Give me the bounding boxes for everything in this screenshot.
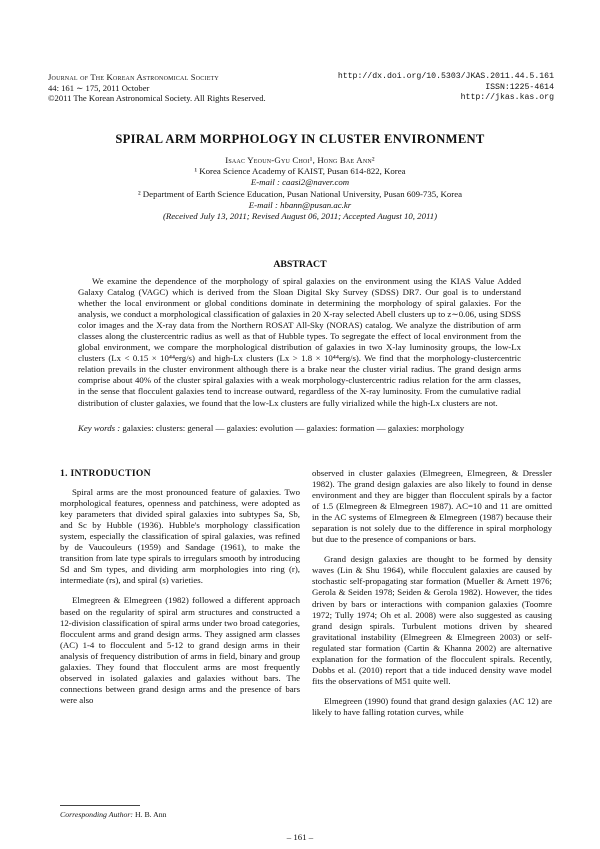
page-number: – 161 – bbox=[286, 832, 314, 842]
copyright-line: ©2011 The Korean Astronomical Society. All Rights Reserved. bbox=[48, 93, 266, 104]
keywords-text: galaxies: clusters: general — galaxies: evolution — galaxies: formation — galaxies: morphology bbox=[120, 423, 465, 433]
footnote-label: Corresponding Author: bbox=[60, 810, 133, 819]
intro-paragraph-4: Grand design galaxies are thought to be formed by density waves (Lin & Shu 1964), while flocculent galaxies are caused by stochastic self-propagating star formation (Mueller & Arnett 1976; Gerola & Seiden 1978; Seiden & Gerola 1982). However, the tides driven by bars or interactions with companion galaxies (Toomre 1972; Tully 1974; Oh et al. 2008) were also suggested as causing grand design spirals. Turbulent motions driven by sheared gravitational instability (Elmegreen & Elmegreen 2003) or self-regulated star formation (Cartin & Khanna 2002) are alternative explanation for the formation of the flocculent spirals. Recently, Dobbs et al. (2010) report that a tide induced density wave model fits the observations of M51 quite well. bbox=[312, 554, 552, 686]
journal-header bbox=[48, 72, 266, 104]
footnote bbox=[60, 810, 167, 819]
footnote-name: H. B. Ann bbox=[133, 810, 167, 819]
keywords-label: Key words : bbox=[78, 423, 121, 433]
paper-title: SPIRAL ARM MORPHOLOGY IN CLUSTER ENVIRONMENT bbox=[115, 132, 485, 146]
journal-links bbox=[338, 72, 554, 104]
abstract-heading: ABSTRACT bbox=[273, 259, 327, 270]
issn: ISSN:1225-4614 bbox=[485, 82, 554, 92]
right-column bbox=[312, 468, 552, 718]
journal-name: Journal of The Korean Astronomical Society bbox=[48, 72, 219, 82]
doi-link[interactable]: http://dx.doi.org/10.5303/JKAS.2011.44.5.161 bbox=[337, 72, 554, 81]
email-1[interactable]: E-mail : caasi2@naver.com bbox=[250, 177, 350, 188]
received-dates: (Received July 13, 2011; Revised August 06, 2011; Accepted August 10, 2011) bbox=[162, 211, 438, 222]
section-heading-introduction: 1. INTRODUCTION bbox=[60, 468, 151, 479]
footnote-rule bbox=[60, 805, 140, 806]
journal-url-link[interactable]: http://jkas.kas.org bbox=[460, 93, 554, 103]
intro-paragraph-3: observed in cluster galaxies (Elmegreen, Elmegreen, & Dressler 1982). The grand design galaxies are also likely to found in dense environment and they are bigger than flocculent spirals by a factor of 1.5 (Elmegreen & Elmegreen 1987). AC=10 and 11 are omitted in the AC systems of Elmegreen & Elmegreen (1987) because their separation is not solely due to the difference in spiral morphology but due to the presence of companions or bars. bbox=[312, 468, 552, 545]
affiliation-2: ² Department of Earth Science Education, Pusan National University, Pusan 609-735, Korea bbox=[137, 188, 463, 199]
keywords bbox=[78, 423, 521, 434]
intro-paragraph-1: Spiral arms are the most pronounced feature of galaxies. Two morphological features, openness and patchiness, were adopted as key parameters that divided spiral galaxies into subtypes Sa, Sb, and Sc by Hubble (1936). Hubble's morphology classification system, especially the classification of spiral galaxies, was refined by de Vaucouleurs (1959) and Sandage (1961), to make the transition from late type spirals to irregulars smooth by introducing Sd and Sm types, and dividing arm morphologies into ring (r), intermediate (rs), and spiral (s) varieties. bbox=[60, 487, 300, 586]
email-2[interactable]: E-mail : hbann@pusan.ac.kr bbox=[248, 199, 352, 210]
volume-line: 44: 161 ∼ 175, 2011 October bbox=[48, 82, 150, 93]
intro-paragraph-5: Elmegreen (1990) found that grand design galaxies (AC 12) are likely to have falling rotation curves, while bbox=[312, 695, 552, 717]
author-names: Isaac Yeoun-Gyu Choi¹, Hong Bae Ann² bbox=[225, 155, 375, 165]
author-block bbox=[0, 155, 600, 222]
abstract-text: We examine the dependence of the morphology of spiral galaxies on the environment using the KIAS Value Added Galaxy Catalog (VAGC) which is derived from the Sloan Digital Sky Survey (SDSS) DR7. Our goal is to understand whether the local environment or global conditions dominate in determining the morphology of spiral galaxies. For the analysis, we conduct a morphological classification of galaxies in 20 X-ray selected Abell clusters up to z∼0.06, using SDSS color images and the X-ray data from the Northern ROSAT All-Sky (NORAS) catalog. We analyze the distribution of arm classes along the clustercentric radius as well as that of Hubble types. To segregate the effect of local environment from the global environment, we compare the morphological distribution of galaxies in two X-lay luminosity groups, the low-Lx clusters (Lx < 0.15 × 10⁴⁴erg/s) and high-Lx clusters (Lx > 1.8 × 10⁴⁴erg/s). We find that the morphology-clustercentric relation prevails in the cluster environment although there is a brake near the cluster virial radius. The grand design arms comprise about 40% of the cluster spiral galaxies with a weak morphology-clustercentric radius relation for the arm classes, in the sense that flocculent galaxies tend to increase outward, regardless of the X-ray luminosity. From the cumulative radial distribution of cluster galaxies, we found that the low-Lx clusters are fully virialized while the high-Lx clusters are not. bbox=[78, 276, 521, 408]
left-column bbox=[60, 468, 300, 706]
affiliation-1: ¹ Korea Science Academy of KAIST, Pusan 614-822, Korea bbox=[194, 166, 406, 177]
intro-paragraph-2: Elmegreen & Elmegreen (1982) followed a different approach based on the regularity of spiral arm structures and constructed a 12-division classification of spiral arms under two broad categories, flocculent arms and grand design arms. They assigned arm classes (AC) 1-4 to flocculent and 5-12 to grand design arms in their analysis of frequency distribution of arms in field, binary and group galaxies. They found that flocculent arms are most frequently observed in isolated galaxies and galaxies without bars. The connections between grand design arms and the presence of bars were also bbox=[60, 595, 300, 705]
